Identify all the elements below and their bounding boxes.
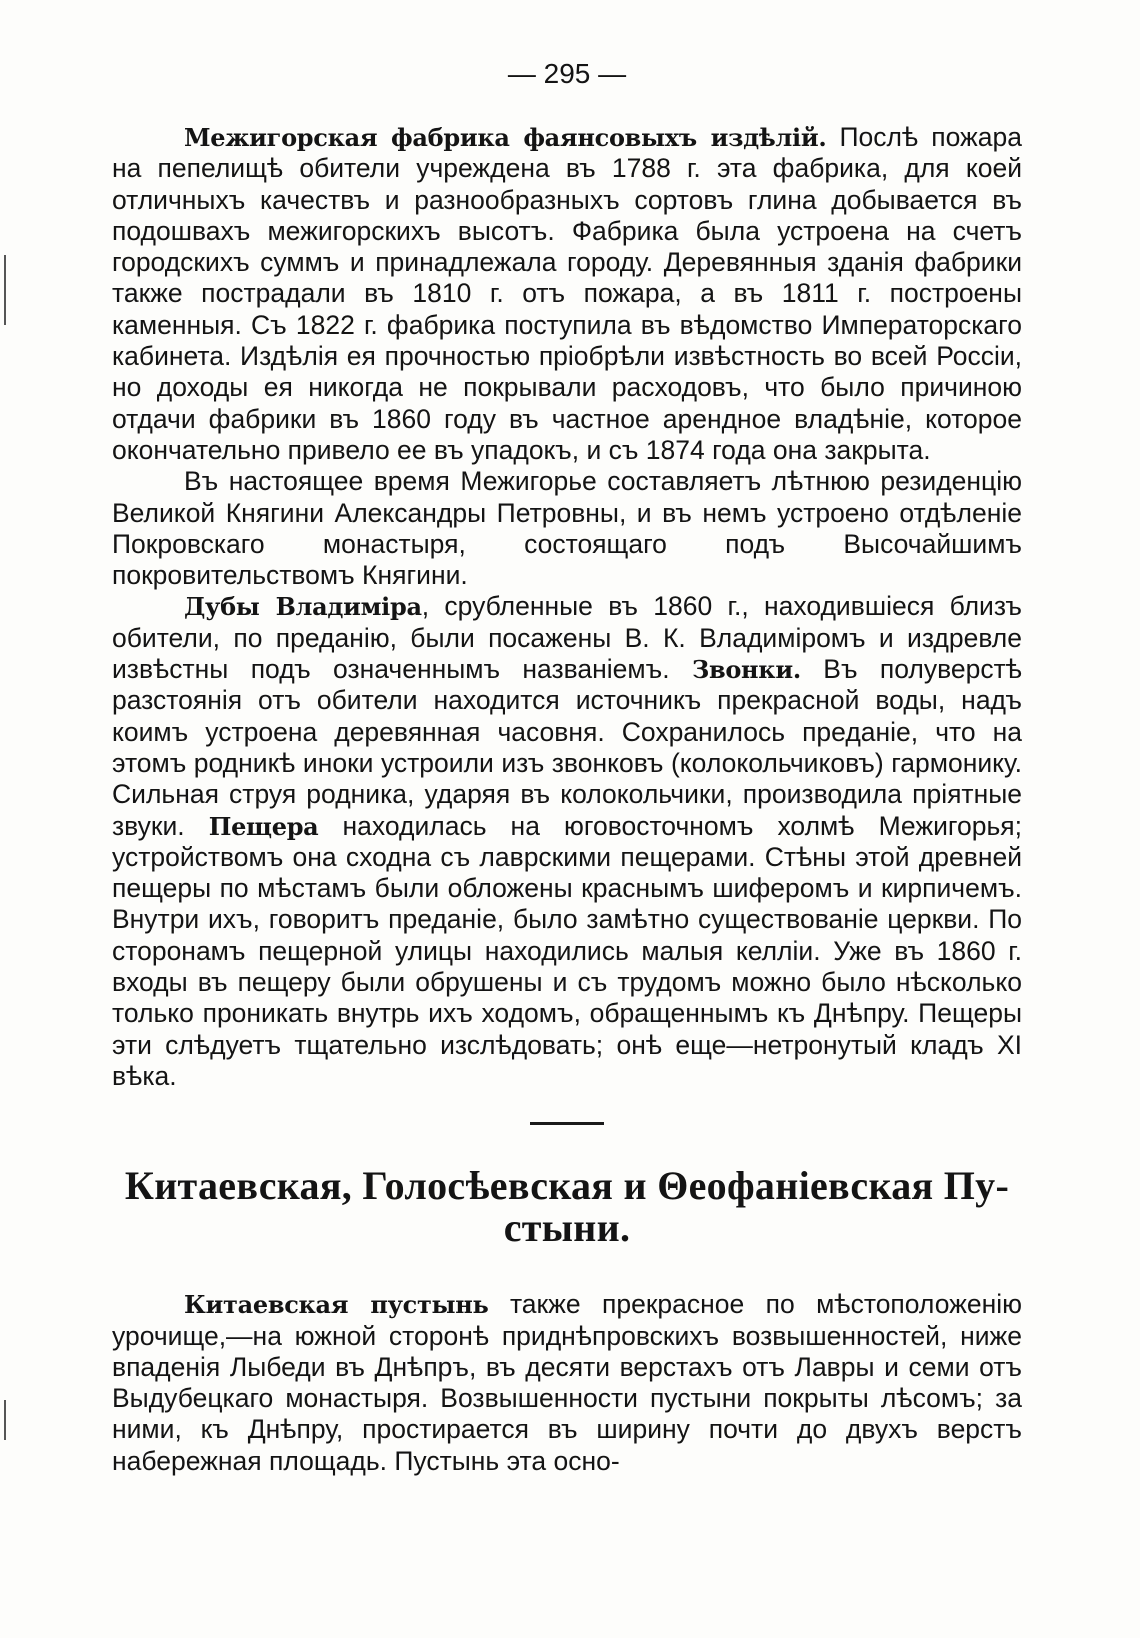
section-title-line: стыни.: [503, 1205, 631, 1251]
section-divider: [530, 1122, 604, 1125]
term-bells: Звонки.: [691, 655, 801, 685]
book-page: [112, 50, 1022, 1610]
paragraph-text: Въ полуверстѣ разстоянія отъ обители находится источникъ прекрасной воды, надъ коимъ устроена деревянная часовня. Сохранилось преданіе, что на этомъ родникѣ иноки устроили изъ звонковъ (колокольчиковъ) гармонику. Сильная струя родника, ударяя въ колокольчики, производила пріятные звуки.: [112, 654, 1022, 841]
term-oaks: Дубы Владиміра: [184, 592, 422, 622]
term-kitaev-hermitage: Китаевская пустынь: [184, 1290, 489, 1320]
paragraph-kitaev-hermitage: [112, 1289, 1022, 1477]
section-title: [112, 1165, 1022, 1249]
scan-edge-mark: [4, 255, 6, 325]
paragraph-text: находилась на юговосточномъ холмѣ Межигорья; устройствомъ она сходна съ лаврскими пещерами. Стѣны этой древней пещеры по мѣстамъ были обложены краснымъ шиферомъ и кирпичемъ. Внутри ихъ, говоритъ преданіе, было замѣтно существованіе церкви. По сторонамъ пещерной улицы находились малыя келліи. Уже въ 1860 г. входы въ пещеру были обрушены и съ трудомъ можно было нѣсколько только проникать внутрь ихъ ходомъ, обращеннымъ къ Днѣпру. Пещеры эти слѣдуетъ тщательно изслѣдовать; онѣ еще—нетронутый кладъ XI вѣка.: [112, 810, 1022, 1091]
term-mezhigorye-factory: Межигорская фабрика фаянсовыхъ издѣлій.: [184, 123, 827, 152]
paragraph-oaks-bells-cave: [112, 591, 1022, 1092]
term-cave: Пещера: [208, 811, 319, 841]
paragraph-text: Послѣ пожара на пепелищѣ обители учреждена въ 1788 г. эта фабрика, для коей отличныхъ качествъ и разнообразныхъ сортовъ глина добывается въ подошвахъ межигорскихъ высотъ. Фабрика была устроена на счетъ городскихъ суммъ и принадлежала городу. Деревянныя зданія фабрики также пострадали въ 1810 г. отъ пожара, а въ 1811 г. построены каменныя. Съ 1822 г. фабрика поступила въ вѣдомство Императорскаго кабинета. Издѣлія ея прочностью пріобрѣли извѣстность во всей Россіи, но доходы ея никогда не покрывали расходовъ, что было причиною отдачи фабрики въ 1860 году въ частное арендное владѣніе, которое окончательно привело ее въ упадокъ, и съ 1874 года она закрыта.: [112, 122, 1022, 465]
paragraph-text: Въ настоящее время Межигорье составляетъ лѣтнюю резиденцію Великой Княгини Александры Петровны, и въ немъ устроено отдѣленіе Покровскаго монастыря, состоящаго подъ Высочайшимъ покровительствомъ Княгини.: [112, 466, 1022, 591]
paragraph-residence: [112, 466, 1022, 591]
paragraph-text: , срубленные въ 1860 г., находившіеся близъ обители, по преданію, были посажены В. К. Владиміромъ и издревле извѣстны подъ означеннымъ названіемъ.: [112, 591, 1022, 685]
section-title-line: Китаевская, Голосѣевская и Θеофаніевская Пу-: [124, 1163, 1010, 1209]
paragraph-mezhigorye-factory: [112, 122, 1022, 466]
page-number: — 295 —: [507, 58, 627, 89]
paragraph-text: также прекрасное по мѣстоположенію урочище,—на южной сторонѣ приднѣпровскихъ возвышенностей, ниже впаденія Лыбеди въ Днѣпръ, въ десяти верстахъ отъ Лавры и семи отъ Выдубецкаго монастыря. Возвышенности пустыни покрыты лѣсомъ; за ними, къ Днѣпру, простирается въ ширину почти до двухъ верстъ набережная площадь. Пустынь эта осно-: [112, 1289, 1022, 1476]
scan-edge-mark: [4, 1400, 6, 1440]
